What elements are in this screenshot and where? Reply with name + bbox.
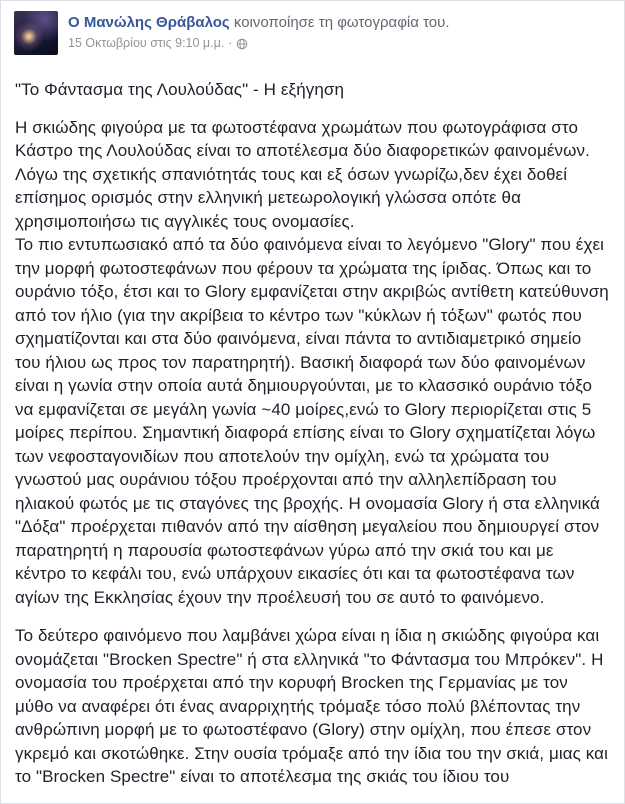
post-title: "Το Φάντασμα της Λουλούδας" - Η εξήγηση [15,80,345,99]
post-paragraph-brocken: Το δεύτερο φαινόμενο που λαμβάνει χώρα είναι η ίδια η σκιώδης φιγούρα και ονομάζεται "Brocken Spectre" ή στα ελληνικά "το Φάντασμα του Μπρόκεν". Η ονομασία του προέρχεται από την κορυφή Brocken της Γερμανίας με τον μύθο να αναφέρει ότι ένας αναρριχητής τρόμαξε τόσο πολύ βλέποντας την ανθρώπινη μορφή με το φωτοστέφανο (Glory) στην ομίχλη, που έπεσε στον γκρεμό και σκοτώθηκε. Στην ουσία τρόμαξε από την ίδια του την σκιά, μιας και το "Brocken Spectre" είναι το αποτέλεσμα της σκιάς του ίδιου του [15,626,608,786]
author-link[interactable]: Ο Μανώλης Θράβαλος [68,14,230,31]
post-paragraph-glory: Το πιο εντυπωσιακό από τα δύο φαινόμενα είναι το λεγόμενο "Glory" που έχει την μορφή φωτοστεφάνων που φέρουν τα χρώματα της ίριδας. Όπως και το ουράνιο τόξο, έτσι και το Glory εμφανίζεται στην ακριβώς αντίθετη κατεύθυνση από τον ήλιο (για την ακρίβεια το κέντρο των "κύκλων ή τόξων" φωτός που σχηματίζονται και στα δύο φαινόμενα, είναι πάντα το αντιδιαμετρικό σημείο του ήλιου ως προς τον παρατηρητή). Βασική διαφορά των δύο φαινομένων είναι η γωνία στην οποία αυτά δημιουργούνται, με το κλασσικό ουράνιο τόξο να εμφανίζεται σε μεγάλη γωνία ~40 μοίρες,ενώ το Glory περιορίζεται στις 5 μοίρες περίπου. Σημαντική διαφορά επίσης είναι το Glory σχηματίζεται λόγω των νεφοσταγονιδίων που αποτελούν την ομίχλη, ενώ τα χρώματα του γνωστού μας ουράνιου τόξου προέρχονται από την αλληλεπίδραση του ηλιακού φωτός με τις σταγόνες της βροχής. Η ονομασία Glory ή στα ελληνικά "Δόξα" προέρχεται πιθανόν από την αίσθηση μεγαλείου που δημιουργεί στον παρατηρητή η παρουσία φωτοστεφάνων γύρω από την σκιά του και με κέντρο το κεφάλι του, ενώ υπάρχουν εικασίες ότι και τα φωτοστέφανα των αγίων της Εκκλησίας έχουν την προέλευσή του σε αυτό το φαινόμενο. [15,235,609,607]
timestamp-link[interactable]: 15 Οκτωβρίου στις 9:10 μ.μ. [68,36,225,50]
timestamp-row [68,36,450,51]
post-header-text [68,11,450,51]
separator-dot: · [228,36,233,50]
privacy-globe-icon [236,38,248,50]
share-action-text: κοινοποίησε τη φωτογραφία του. [229,14,450,31]
post-body [1,55,624,789]
profile-photo[interactable] [14,11,58,55]
share-story-line [68,13,450,33]
post-header [1,1,624,55]
post-paragraph-intro: Η σκιώδης φιγούρα με τα φωτοστέφανα χρωμάτων που φωτογράφισα στο Κάστρο της Λουλούδας είναι το αποτέλεσμα δύο διαφορετικών φαινομένων. Λόγω της σχετικής σπανιότητάς τους και εξ όσων γνωρίζω,δεν έχει δοθεί επίσημος ορισμός στην ελληνική μετεωρολογική γλώσσα οπότε θα χρησιμοποιήσω τις αγγλικές τους ονομασίες. [15,117,590,231]
